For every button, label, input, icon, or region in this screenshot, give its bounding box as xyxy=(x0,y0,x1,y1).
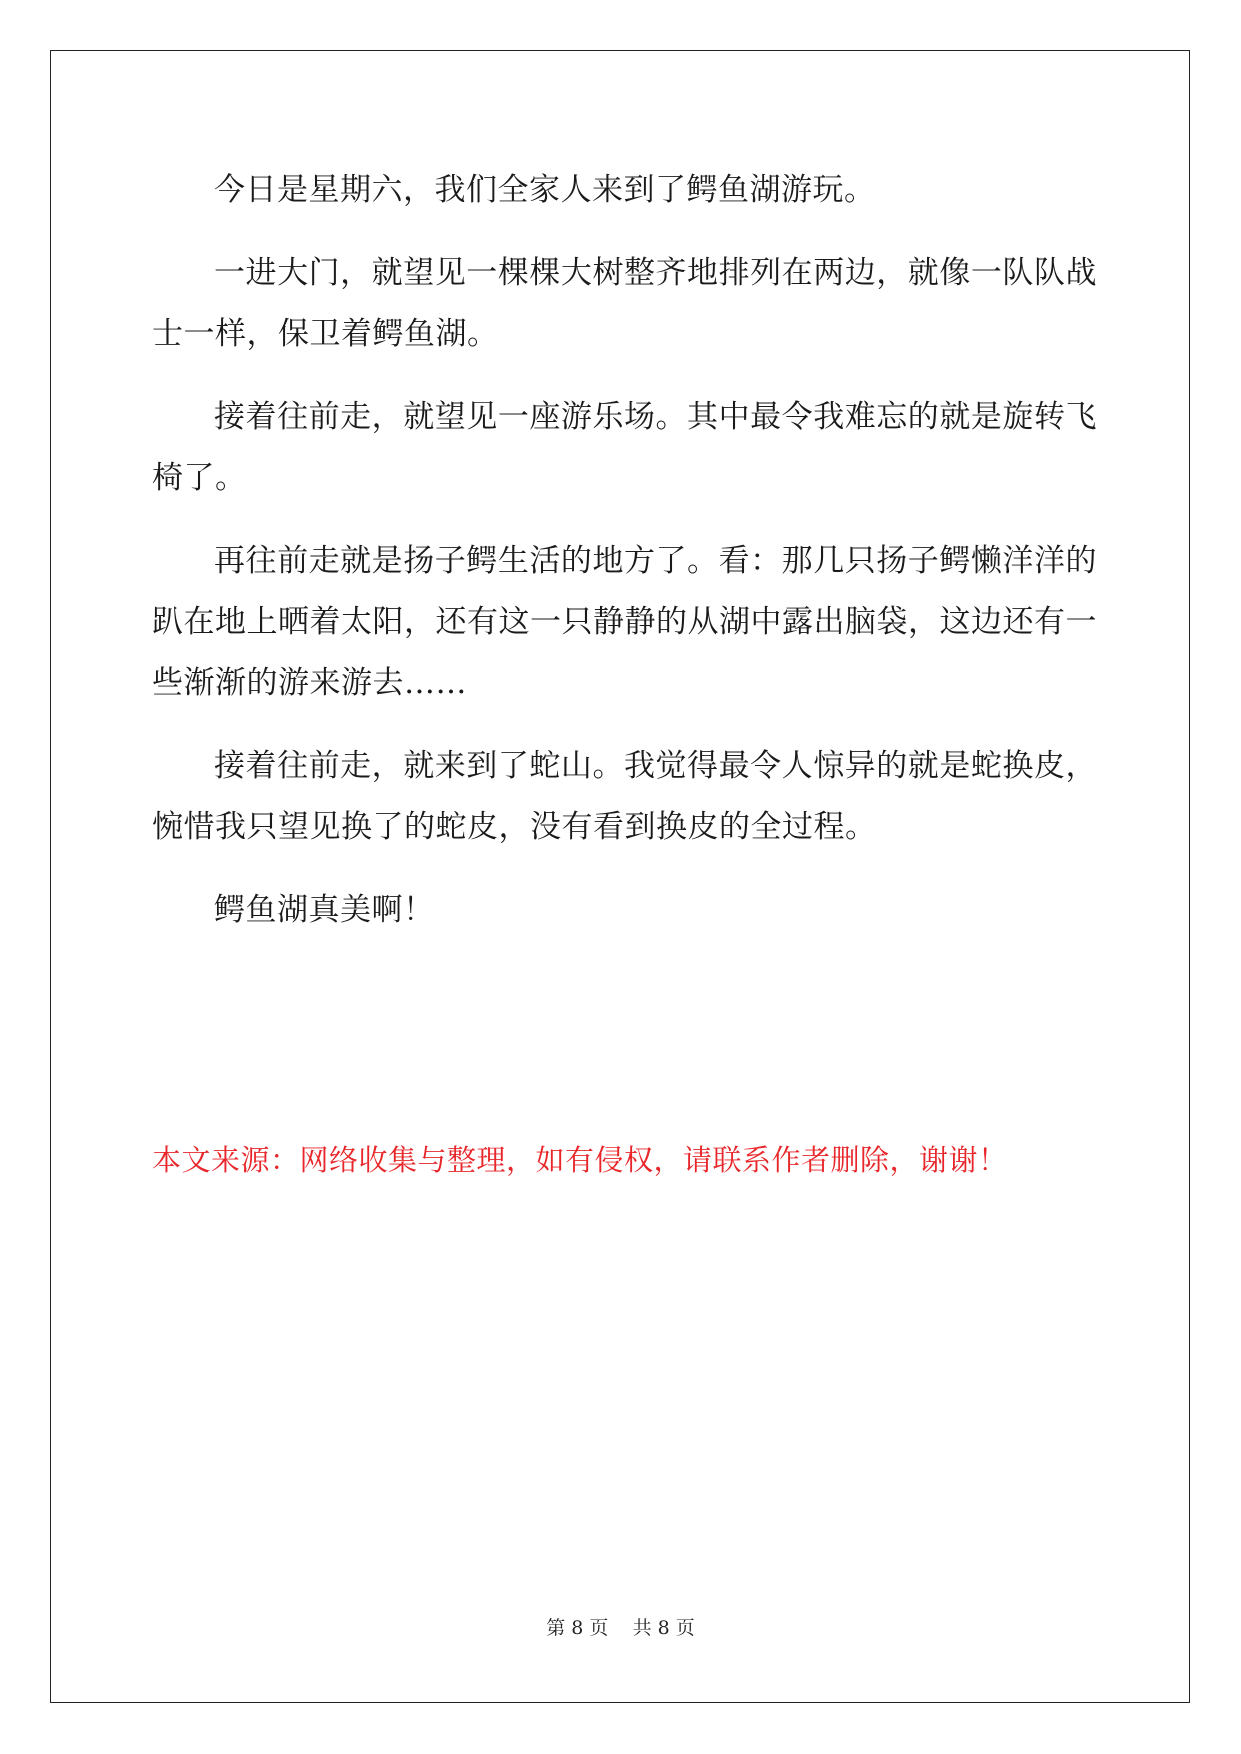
page-footer xyxy=(0,1616,1241,1640)
page-number-current: 第 8 页 xyxy=(546,1617,609,1639)
paragraph-2: 一进大门，就望见一棵棵大树整齐地排列在两边，就像一队队战士一样，保卫着鳄鱼湖。 xyxy=(152,255,1097,352)
page-number-total: 共 8 页 xyxy=(632,1617,695,1639)
footer-spacer xyxy=(608,1617,632,1639)
source-note: 本文来源：网络收集与整理，如有侵权，请联系作者删除，谢谢！ xyxy=(152,1143,1008,1177)
paragraph-1: 今日是星期六，我们全家人来到了鳄鱼湖游玩。 xyxy=(214,172,876,208)
paragraph-6: 鳄鱼湖真美啊！ xyxy=(214,892,435,928)
paragraph-5: 接着往前走，就来到了蛇山。我觉得最令人惊异的就是蛇换皮，惋惜我只望见换了的蛇皮，没有看到换皮的全过程。 xyxy=(152,748,1097,845)
document-body xyxy=(152,160,1097,963)
paragraph-4: 再往前走就是扬子鳄生活的地方了。看：那几只扬子鳄懒洋洋的趴在地上晒着太阳，还有这一只静静的从湖中露出脑袋，这边还有一些渐渐的游来游去…… xyxy=(152,543,1097,701)
paragraph-3: 接着往前走，就望见一座游乐场。其中最令我难忘的就是旋转飞椅了。 xyxy=(152,399,1097,496)
